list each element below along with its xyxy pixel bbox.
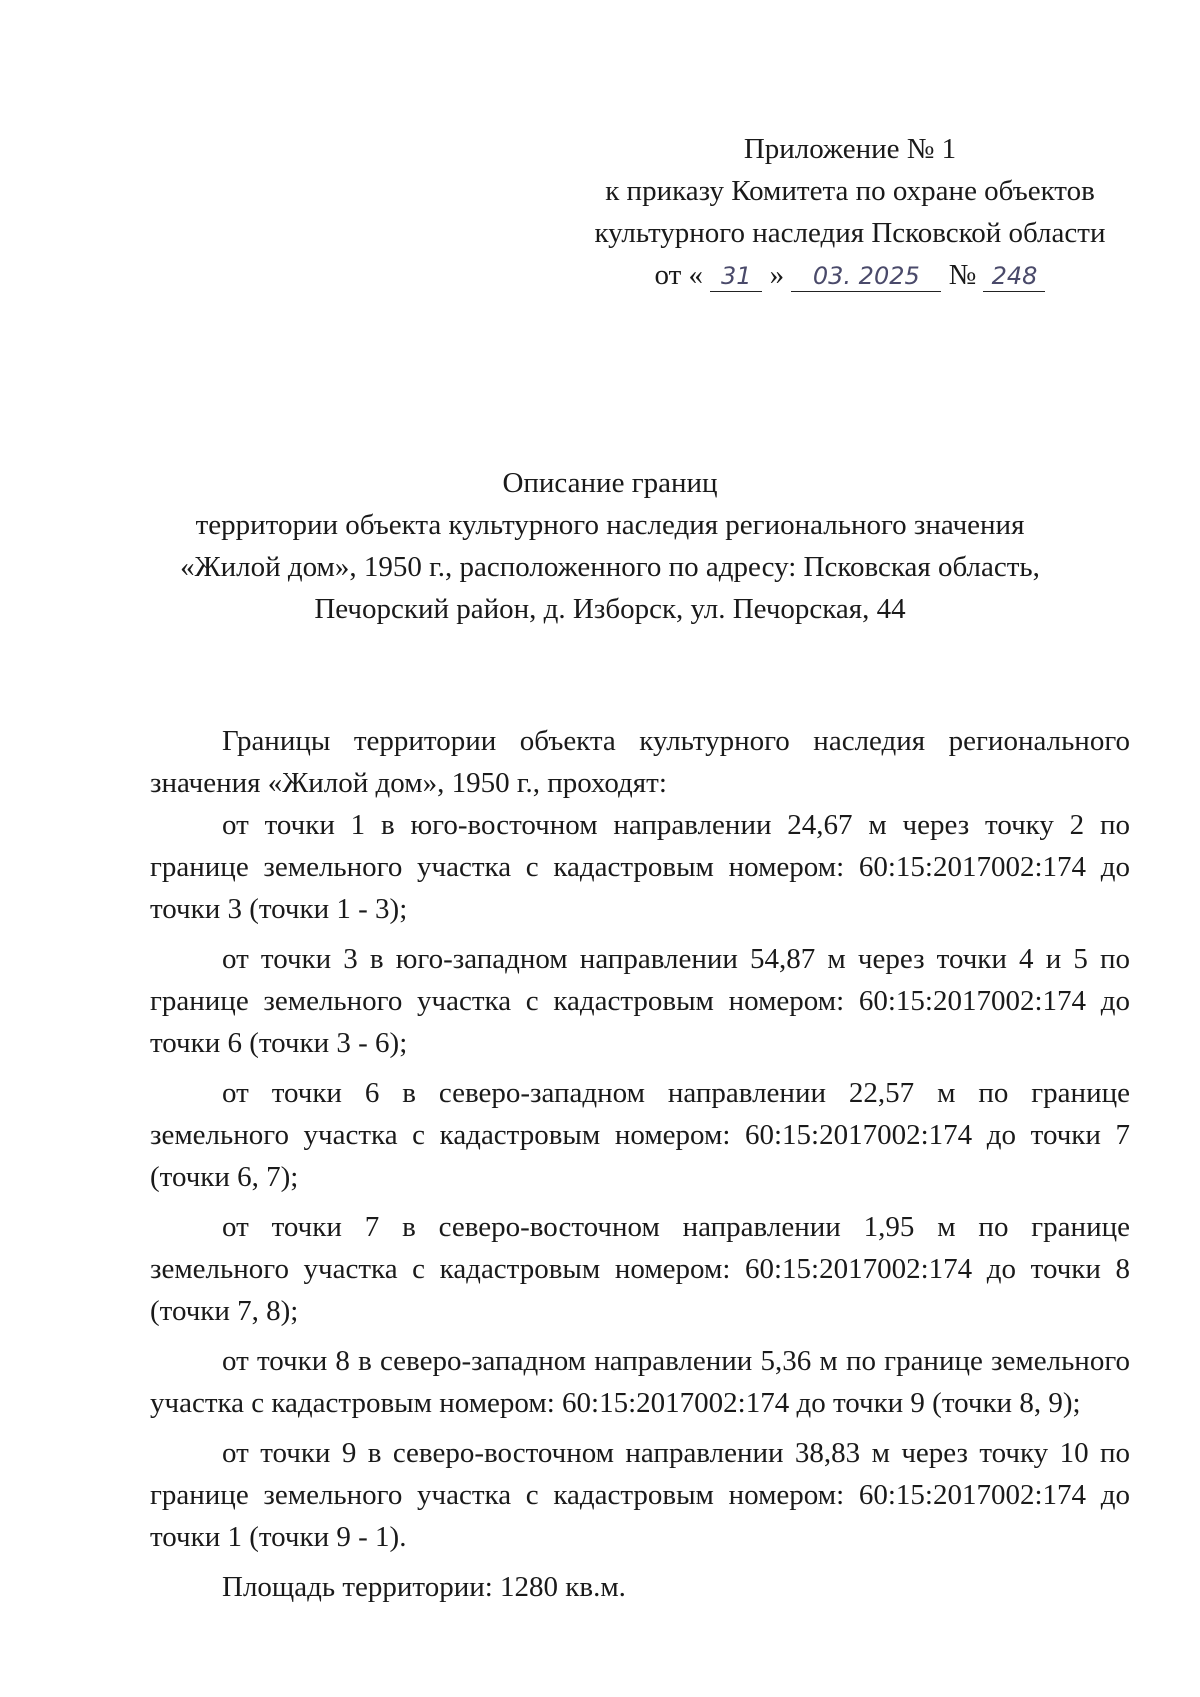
- appendix-date-line: [560, 254, 1140, 296]
- appendix-committee: культурного наследия Псковской области: [594, 217, 1106, 249]
- boundary-segment: от точки 3 в юго-западном направлении 54,87 м через точки 4 и 5 по границе земельного участка с кадастровым номером: 60:15:2017002:174 до точки 6 (точки 3 - 6);: [150, 943, 1130, 1059]
- date-mid: »: [769, 259, 785, 291]
- handwritten-number: 248: [983, 261, 1045, 292]
- boundary-segment: от точки 7 в северо-восточном направлении 1,95 м по границе земельного участка с кадастровым номером: 60:15:2017002:174 до точки 8 (точки 7, 8);: [150, 1211, 1130, 1327]
- date-prefix: от «: [654, 259, 704, 291]
- handwritten-date: 03. 2025: [791, 261, 941, 292]
- boundary-segment: от точки 6 в северо-западном направлении 22,57 м по границе земельного участка с кадастровым номером: 60:15:2017002:174 до точки 7 (точки 6, 7);: [150, 1077, 1130, 1193]
- boundary-segment: от точки 9 в северо-восточном направлении 38,83 м через точку 10 по границе земельного участка с кадастровым номером: 60:15:2017002:174 до точки 1 (точки 9 - 1).: [150, 1437, 1130, 1553]
- handwritten-day: 31: [710, 261, 762, 292]
- document-body: [150, 720, 1130, 1608]
- area-paragraph: Площадь территории: 1280 кв.м.: [222, 1571, 626, 1603]
- title-line-3: «Жилой дом», 1950 г., расположенного по адресу: Псковская область,: [180, 551, 1040, 583]
- title-line-2: территории объекта культурного наследия регионального значения: [195, 509, 1025, 541]
- appendix-order-ref: к приказу Комитета по охране объектов: [605, 175, 1095, 207]
- appendix-title: Приложение № 1: [743, 133, 957, 165]
- number-prefix: №: [948, 259, 977, 291]
- boundary-segment: от точки 1 в юго-восточном направлении 24,67 м через точку 2 по границе земельного участка с кадастровым номером: 60:15:2017002:174 до точки 3 (точки 1 - 3);: [150, 809, 1130, 925]
- title-line-1: Описание границ: [502, 467, 718, 499]
- intro-paragraph: Границы территории объекта культурного наследия регионального значения «Жилой дом», 1950 г., проходят:: [150, 725, 1130, 799]
- boundary-segment: от точки 8 в северо-западном направлении 5,36 м по границе земельного участка с кадастровым номером: 60:15:2017002:174 до точки 9 (точки 8, 9);: [150, 1345, 1130, 1419]
- title-line-4: Печорский район, д. Изборск, ул. Печорская, 44: [314, 593, 906, 625]
- appendix-header: [560, 128, 1140, 296]
- document-title: [150, 462, 1070, 630]
